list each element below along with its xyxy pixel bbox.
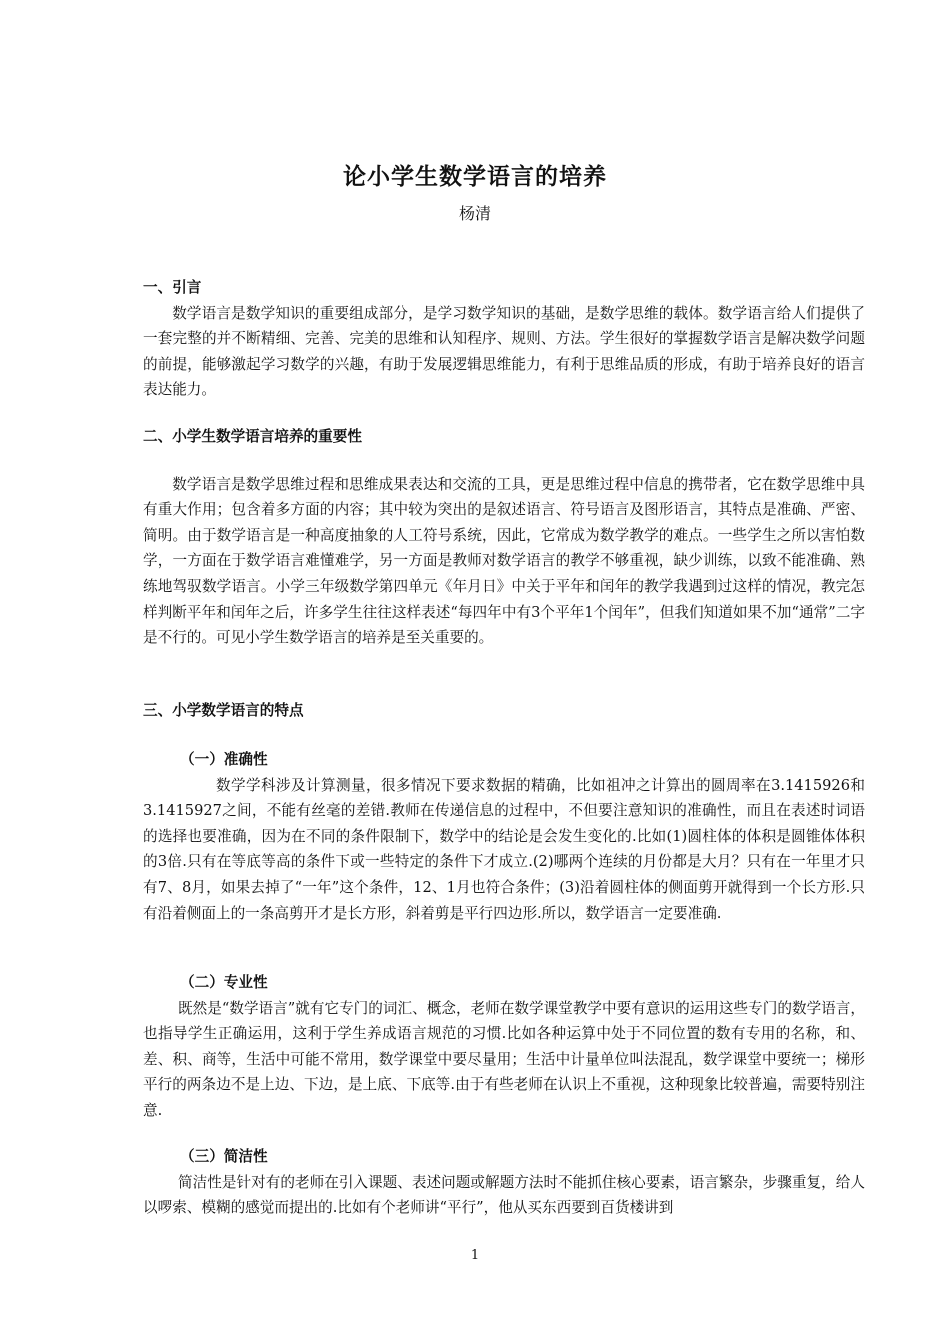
section-introduction: [143, 275, 865, 403]
subsection-professionalism: [143, 970, 865, 1124]
subsection-heading: （二）专业性: [180, 974, 268, 991]
section-heading: 二、小学生数学语言培养的重要性: [143, 428, 362, 445]
paragraph: 数学学科涉及计算测量，很多情况下要求数据的精确，比如祖冲之计算出的圆周率在3.1415926和3.1415927之间，不能有丝毫的差错.教师在传递信息的过程中，不但要注意知识的准确性，而且在表述时词语的选择也要准确，因为在不同的条件限制下，数学中的结论是会发生变化的.比如(1)圆柱体的体积是圆锥体体积的3倍.只有在等底等高的条件下或一些特定的条件下才成立.(2)哪两个连续的月份都是大月？只有在一年里才只有7、8月，如果去掉了“一年”这个条件，12、1月也符合条件；(3)沿着圆柱体的侧面剪开就得到一个长方形.只有沿着侧面上的一条高剪开才是长方形，斜着剪是平行四边形.所以，数学语言一定要准确.: [143, 776, 865, 922]
subsection-accuracy: [143, 747, 865, 926]
paragraph: 数学语言是数学思维过程和思维成果表达和交流的工具，更是思维过程中信息的携带者，它在数学思维中具有重大作用；包含着多方面的内容；其中较为突出的是叙述语言、符号语言及图形语言，其特点是准确、严密、简明。由于数学语言是一种高度抽象的人工符号系统，因此，它常成为数学教学的难点。一些学生之所以害怕数学，一方面在于数学语言难懂难学，另一方面是教师对数学语言的教学不够重视，缺少训练，以致不能准确、熟练地驾驭数学语言。小学三年级数学第四单元《年月日》中关于平年和闰年的教学我遇到过这样的情况，教完怎样判断平年和闰年之后，许多学生往往这样表述“每四年中有3个平年1个闰年”，但我们知道如果不加“通常”二字是不行的。可见小学生数学语言的培养是至关重要的。: [143, 475, 865, 647]
section-characteristics: [143, 698, 865, 724]
document-author: 杨清: [458, 204, 491, 223]
paragraph: 简洁性是针对有的老师在引入课题、表述问题或解题方法时不能抓住核心要素，语言繁杂，步骤重复，给人以啰索、模糊的感觉而提出的.比如有个老师讲“平行”，他从买东西要到百货楼讲到: [143, 1173, 865, 1217]
section-heading: 一、引言: [143, 279, 202, 296]
subsection-conciseness: [143, 1144, 865, 1221]
page-number: 1: [470, 1248, 480, 1263]
document-title: 论小学生数学语言的培养: [343, 164, 607, 190]
section-heading: 三、小学数学语言的特点: [143, 702, 304, 719]
subsection-heading: （三）简洁性: [180, 1148, 268, 1165]
paragraph: 既然是“数学语言”就有它专门的词汇、概念，老师在数学课堂教学中要有意识的运用这些专门的数学语言，也指导学生正确运用，这利于学生养成语言规范的习惯.比如各种运算中处于不同位置的数有专用的名称，和、差、积、商等，生活中可能不常用，数学课堂中要尽量用；生活中计量单位叫法混乱，数学课堂中要统一；梯形平行的两条边不是上边、下边，是上底、下底等.由于有些老师在认识上不重视，这种现象比较普遍，需要特别注意.: [143, 999, 865, 1119]
subsection-heading: （一）准确性: [180, 751, 268, 768]
paragraph: 数学语言是数学知识的重要组成部分，是学习数学知识的基础，是数学思维的载体。数学语言给人们提供了一套完整的并不断精细、完善、完美的思维和认知程序、规则、方法。学生很好的掌握数学语言是解决数学问题的前提，能够激起学习数学的兴趣，有助于发展逻辑思维能力，有利于思维品质的形成，有助于培养良好的语言表达能力。: [143, 304, 865, 399]
section-importance: [143, 424, 865, 651]
